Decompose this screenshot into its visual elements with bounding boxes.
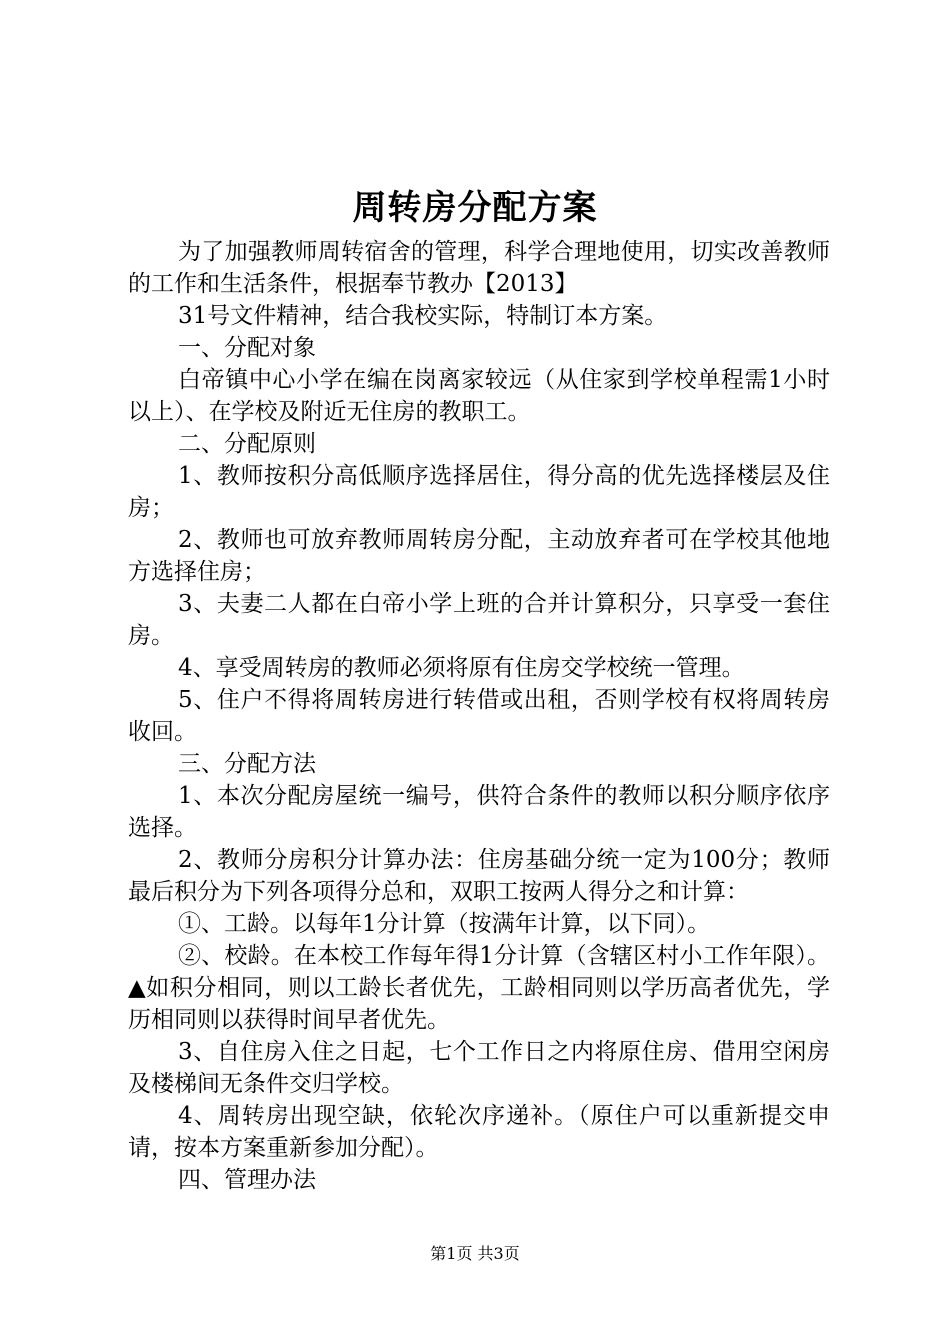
method-subitem-school-years: ②、校龄。在本校工作每年得1分计算（含辖区村小工作年限）。▲如积分相同，则以工龄长者优先，工龄相同则以学历高者优先，学历相同则以获得时间早者优先。 [128, 943, 830, 1033]
method-item-4: 4、周转房出现空缺，依轮次序递补。（原住户可以重新提交申请，按本方案重新参加分配）。 [128, 1103, 830, 1161]
method-subitem-seniority: ①、工龄。以每年1分计算（按满年计算，以下同）。 [178, 911, 711, 937]
method-item-2: 2、教师分房积分计算办法：住房基础分统一定为100分；教师最后积分为下列各项得分总和，双职工按两人得分之和计算： [128, 847, 830, 905]
paragraph-allocation-targets: 白帝镇中心小学在编在岗离家较远（从住家到学校单程需1小时以上）、在学校及附近无住房的教职工。 [128, 367, 830, 425]
section-heading-allocation-principles: 二、分配原则 [178, 431, 316, 457]
section-heading-allocation-methods: 三、分配方法 [178, 751, 316, 777]
principle-item-2: 2、教师也可放弃教师周转房分配，主动放弃者可在学校其他地方选择住房； [128, 527, 830, 585]
method-item-1: 1、本次分配房屋统一编号，供符合条件的教师以积分顺序依序选择。 [128, 783, 830, 841]
section-heading-management: 四、管理办法 [178, 1167, 316, 1193]
principle-item-1: 1、教师按积分高低顺序选择居住，得分高的优先选择楼层及住房； [128, 463, 830, 521]
document-title: 周转房分配方案 [352, 188, 598, 228]
paragraph-intro: 为了加强教师周转宿舍的管理，科学合理地使用，切实改善教师的工作和生活条件，根据奉节教办【2013】 [128, 239, 830, 297]
method-item-3: 3、自住房入住之日起，七个工作日之内将原住房、借用空闲房及楼梯间无条件交归学校。 [128, 1039, 830, 1097]
principle-item-3: 3、夫妻二人都在白帝小学上班的合并计算积分，只享受一套住房。 [128, 591, 830, 649]
paragraph-intro-continued: 31号文件精神，结合我校实际，特制订本方案。 [178, 303, 668, 329]
principle-item-4: 4、享受周转房的教师必须将原有住房交学校统一管理。 [178, 655, 745, 681]
document-body [128, 236, 830, 1196]
page-footer: 第1页 共3页 [430, 1244, 520, 1263]
section-heading-allocation-targets: 一、分配对象 [178, 335, 316, 361]
principle-item-5: 5、住户不得将周转房进行转借或出租，否则学校有权将周转房收回。 [128, 687, 830, 745]
